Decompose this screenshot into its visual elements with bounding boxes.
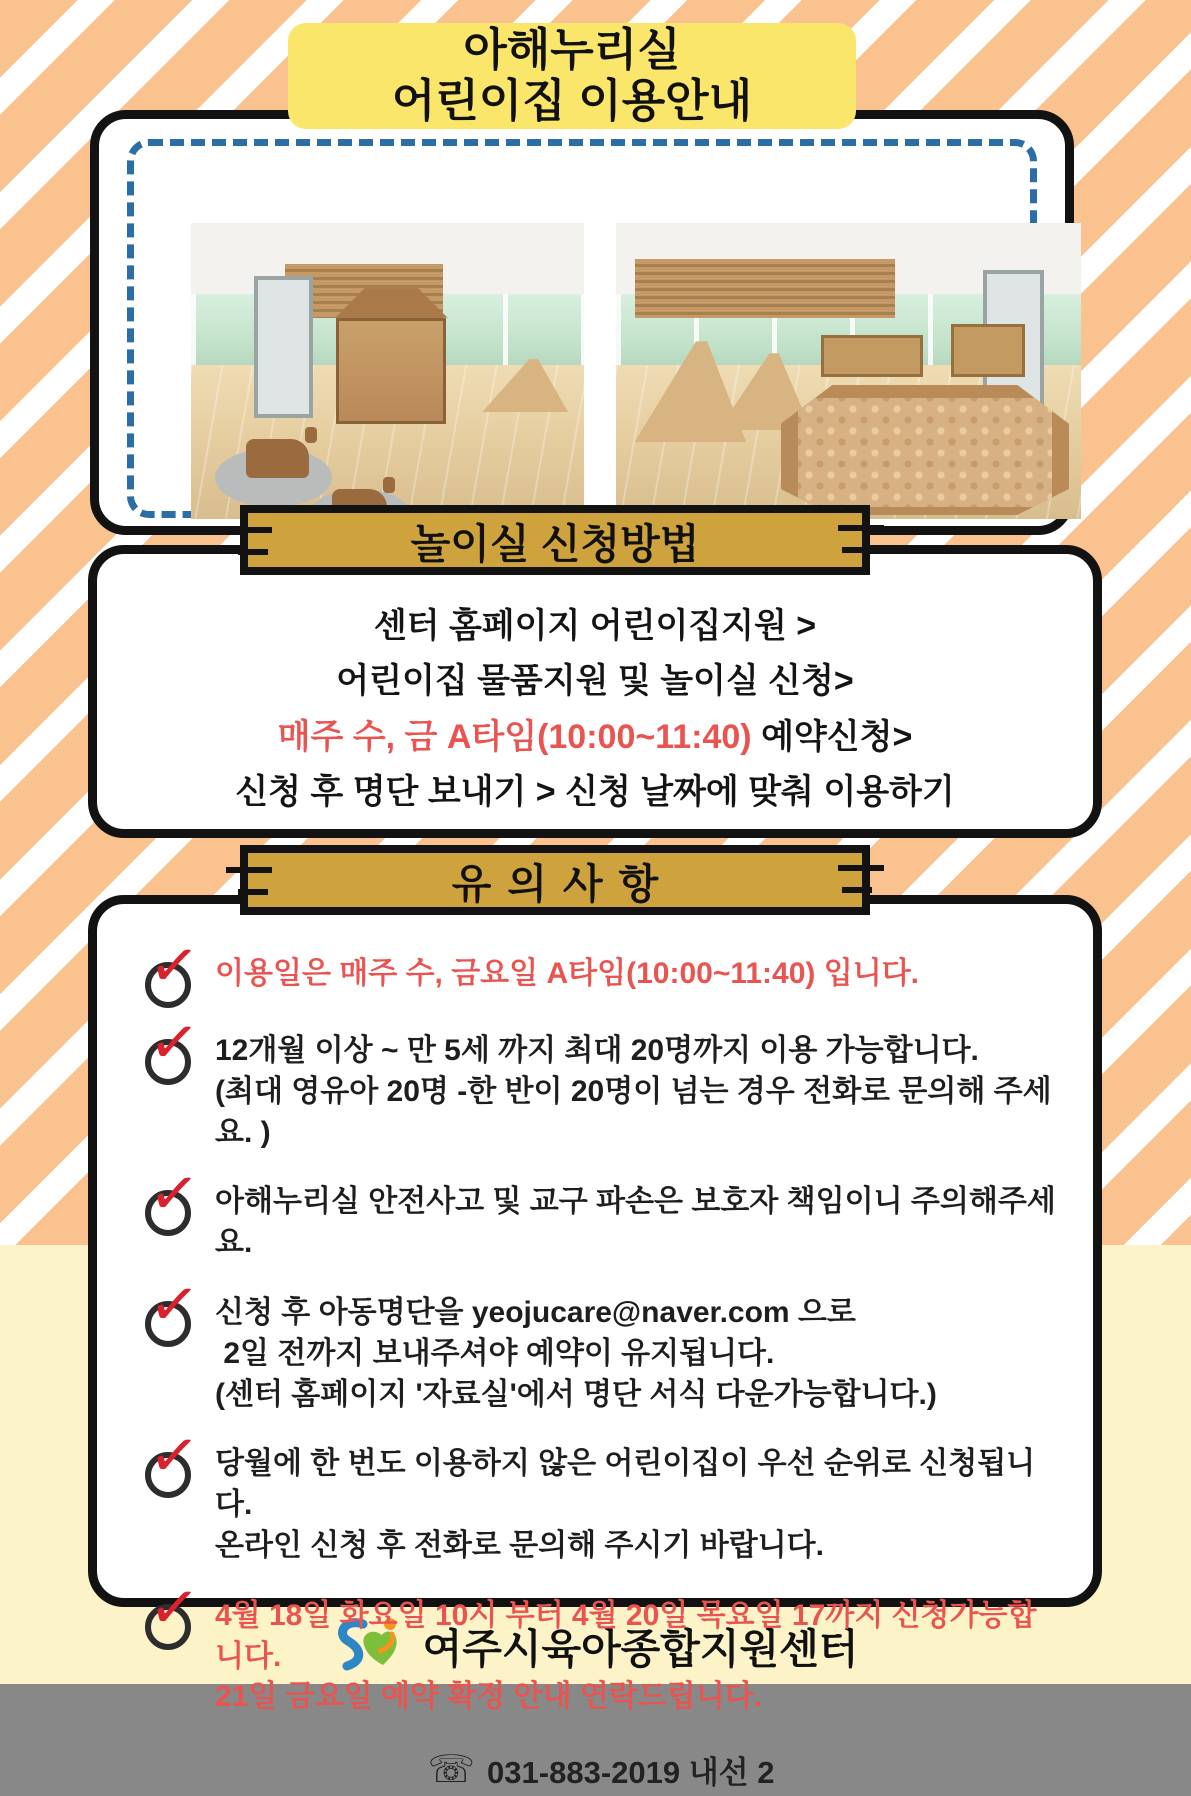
check-icon: ✓ <box>143 954 191 1002</box>
apply-step-1: 센터 홈페이지 어린이집지원 > <box>373 607 817 646</box>
photo-playhouse <box>336 318 446 425</box>
phone-number: 031-883-2019 내선 2 <box>487 1755 775 1791</box>
notice-item-text: 당월에 한 번도 이용하지 않은 어린이집이 우선 순위로 신청됩니다. 온라인 신청 후 전화로 문의해 주시기 바랍니다. <box>215 1447 1036 1562</box>
photo-shelf <box>821 335 923 376</box>
apply-step-4: 신청 후 명단 보내기 > 신청 날짜에 맞춰 이용하기 <box>235 772 955 811</box>
banner-mark <box>838 525 884 531</box>
photo-shelf-2 <box>951 324 1025 377</box>
banner-mark <box>226 527 272 533</box>
apply-step-3 <box>278 709 913 758</box>
notice-item-text: 이용일은 매주 수, 금요일 A타임(10:00~11:40) 입니다. <box>215 957 920 990</box>
phone-icon: ☏ <box>427 1748 476 1791</box>
apply-banner-label: 놀이실 신청방법 <box>410 520 700 567</box>
check-icon: ✓ <box>143 1182 191 1230</box>
page-title <box>288 23 856 129</box>
notice-item-text: 4월 18일 화요일 10시 부터 4월 20일 목요일 17까지 신청가능합니다. 21일 금요일 예약 확정 안내 연락드립니다. <box>215 1598 1037 1714</box>
banner-mark <box>842 547 872 553</box>
title-line-2: 어린이집 이용안내 <box>391 75 753 126</box>
photo-ball-pit <box>781 385 1069 515</box>
notice-item-2 <box>143 1006 1059 1153</box>
photo-blind <box>635 259 895 318</box>
banner-mark <box>226 867 272 873</box>
banner-mark <box>238 889 268 895</box>
notice-banner-label: 유의사항 <box>451 860 675 907</box>
check-icon: ✓ <box>143 1293 191 1341</box>
notice-item-text: 아해누리실 안전사고 및 교구 파손은 보호자 책임이니 주의해주세요. <box>215 1185 1056 1260</box>
check-icon: ✓ <box>143 1596 191 1644</box>
banner-mark <box>838 865 884 871</box>
notice-item-text: 12개월 이상 ~ 만 5세 까지 최대 20명까지 이용 가능합니다. (최대 영유아 20명 -한 반이 20명이 넘는 경우 전화로 문의해 주세요. ) <box>215 1034 1052 1149</box>
notice-item-4 <box>143 1268 1059 1415</box>
photos-panel <box>90 110 1074 535</box>
notice-item-5 <box>143 1419 1059 1566</box>
notice-item-6 <box>143 1571 1059 1718</box>
phone-row <box>143 1747 1059 1796</box>
apply-step-2: 어린이집 물품지원 및 놀이실 신청> <box>336 662 854 701</box>
org-name: 여주시육아종합지원센터 <box>422 1626 859 1672</box>
playroom-photo-2 <box>616 223 1081 519</box>
playroom-photo-1 <box>191 223 584 519</box>
photo-rocking-horse <box>246 439 309 477</box>
photo-door <box>254 276 313 418</box>
check-icon: ✓ <box>143 1031 191 1079</box>
dashed-border <box>127 139 1037 518</box>
banner-mark <box>238 549 268 555</box>
apply-step-3-highlight: 매주 수, 금 A타임(10:00~11:40) <box>277 717 752 756</box>
apply-steps-panel <box>88 545 1102 838</box>
title-line-1: 아해누리실 <box>463 24 681 76</box>
notice-item-3 <box>143 1157 1059 1264</box>
notice-item-text: 신청 후 아동명단을 yeojucare@naver.com 으로 2일 전까지 보내주셔야 예약이 유지됩니다. (센터 홈페이지 '자료실'에서 명단 서식 다운가능합니다.) <box>215 1295 937 1411</box>
apply-banner <box>240 505 870 575</box>
apply-step-3-rest: 예약신청> <box>751 717 913 756</box>
banner-mark <box>842 887 872 893</box>
check-icon: ✓ <box>143 1444 191 1492</box>
notice-banner <box>240 845 870 915</box>
notice-item-1 <box>143 929 1059 1002</box>
